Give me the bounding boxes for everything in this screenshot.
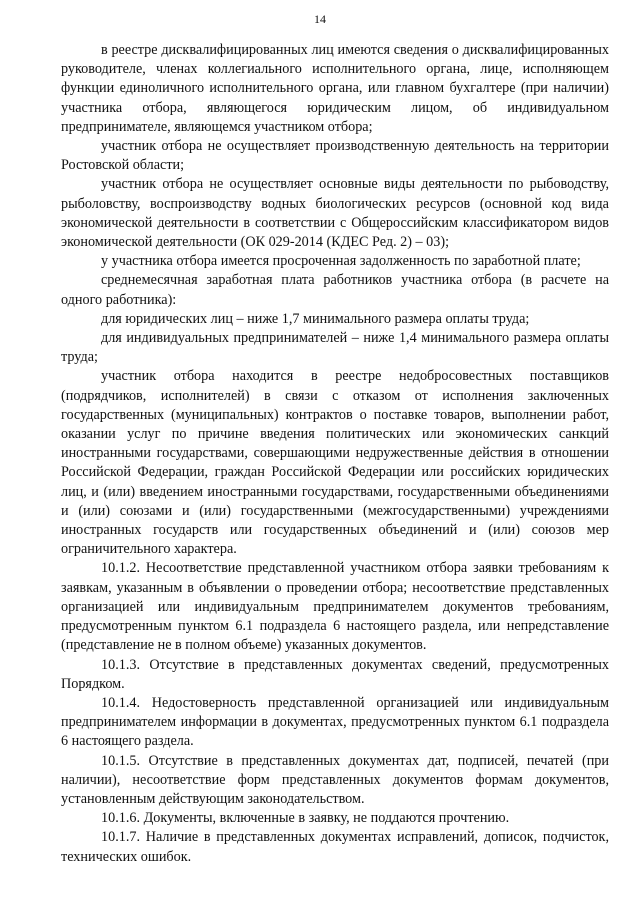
paragraph-wage-arrears: у участника отбора имеется просроченная задолженность по заработной плате;: [101, 253, 581, 270]
paragraph-10-1-4: 10.1.4. Недостоверность представленной организацией или индивидуальным предпринимателем информации в документах, предусмотренных пунктом 6.1 подраздела 6 настоящего раздела.: [61, 694, 609, 750]
paragraph-10-1-2: 10.1.2. Несоответствие представленной участником отбора заявки требованиям к заявкам, указанным в объявлении о проведении отбора; несоответствие представленных организацией или индивидуальным предпринимателем документов требованиям, предусмотренным пунктом 6.1 подраздела 6 настоящего раздела, или непредставление (представление не в полном объеме) указанных документов.: [61, 560, 609, 654]
paragraph-unfair-suppliers: участник отбора находится в реестре недобросовестных поставщиков (подрядчиков, исполнителей) в связи с отказом от исполнения заключенных государственных (муниципальных) контрактов о поставке товаров, выполнении работ, оказании услуг по причине введения политических или экономических санкций иностранными государствами, совершающими недружественные действия в отношении Российской Федерации, граждан Российской Федерации или российских юридических лиц, и (или) введением иностранными государствами, государственными объединениями и (или) союзами и (или) государственными (межгосударственными) учреждениями иностранных государств или государственных объединений и (или) союзов мер ограничительного характера.: [61, 368, 609, 558]
paragraph-10-1-7: 10.1.7. Наличие в представленных документах исправлений, дописок, подчисток, технических ошибок.: [61, 829, 609, 865]
document-body: [61, 41, 609, 867]
page-number: 14: [314, 12, 326, 26]
paragraph-rostov-activity: участник отбора не осуществляет производственную деятельность на территории Ростовской области;: [61, 138, 609, 174]
paragraph-entrepreneurs-wage: для индивидуальных предпринимателей – ниже 1,4 минимального размера оплаты труда;: [61, 330, 609, 366]
paragraph-average-wage: среднемесячная заработная плата работников участника отбора (в расчете на одного работника):: [61, 272, 609, 308]
paragraph-legal-entities-wage: для юридических лиц – ниже 1,7 минимального размера оплаты труда;: [101, 310, 530, 327]
paragraph-10-1-5: 10.1.5. Отсутствие в представленных документах дат, подписей, печатей (при наличии), несоответствие форм представленных документов формам документов, установленным действующим законодательством.: [61, 752, 609, 807]
paragraph-10-1-6: 10.1.6. Документы, включенные в заявку, не поддаются прочтению.: [101, 810, 510, 827]
paragraph-fishery-activity: участник отбора не осуществляет основные виды деятельности по рыбоводству, рыболовству, воспроизводству водных биологических ресурсов (основной код вида экономической деятельности в соответствии с Общероссийским классификатором видов экономической деятельности (ОК 029-2014 (КДЕС Ред. 2) – 03);: [61, 176, 609, 251]
paragraph-disqualified-persons: в реестре дисквалифицированных лиц имеются сведения о дисквалифицированных руководителе, членах коллегиального исполнительного органа, лице, исполняющем функции единоличного исполнительного органа, или главном бухгалтере (при наличии) участника отбора, являющегося юридическим лицом, об индивидуальном предпринимателе, являющемся участником отбора;: [61, 42, 609, 135]
paragraph-10-1-3: 10.1.3. Отсутствие в представленных документах сведений, предусмотренных Порядком.: [61, 656, 609, 692]
